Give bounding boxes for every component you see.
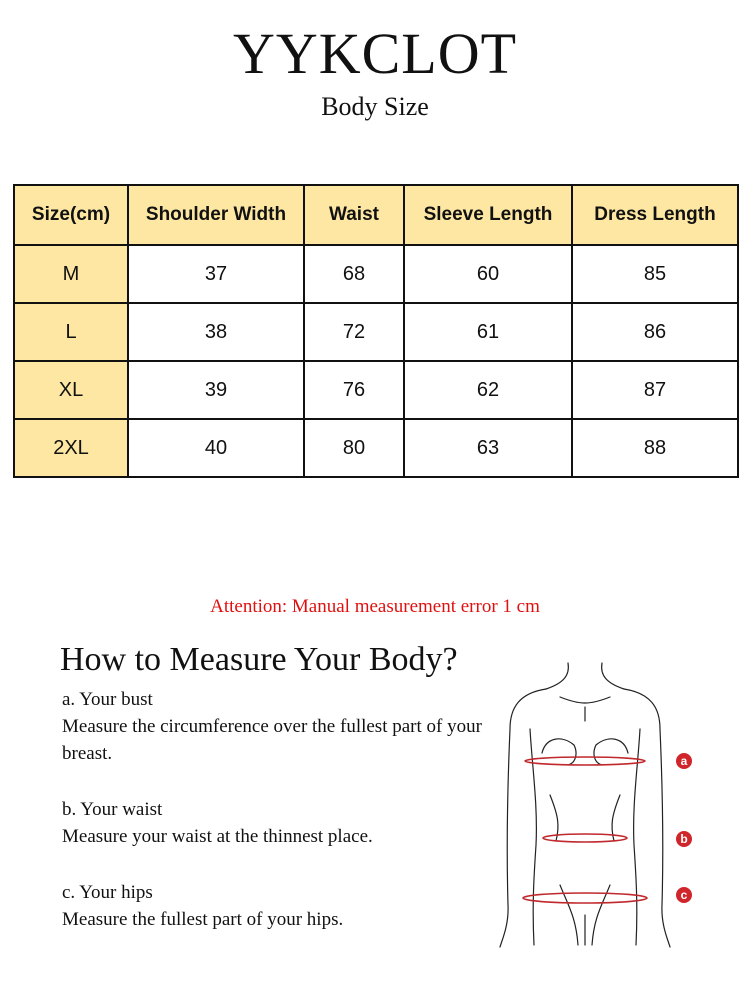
marker-c-label: c [680,888,688,902]
how-to-title: How to Measure Your Body? [60,641,458,678]
table-cell: 88 [572,419,738,477]
table-cell: 37 [128,245,304,303]
column-header-dress-length: Dress Length [572,185,738,245]
table-cell: 86 [572,303,738,361]
size-cell: L [14,303,128,361]
brand-title: YYKCLOT [232,21,518,86]
column-header-sleeve-length: Sleeve Length [404,185,572,245]
size-cell: XL [14,361,128,419]
table-row [14,361,738,419]
table-cell: 61 [404,303,572,361]
bust-heading: a. Your bust [62,689,153,710]
column-header-shoulder-width: Shoulder Width [128,185,304,245]
marker-a-label: a [680,754,688,768]
table-cell: 62 [404,361,572,419]
size-cell: M [14,245,128,303]
table-cell: 72 [304,303,404,361]
hips-line [523,893,647,903]
table-cell: 87 [572,361,738,419]
marker-c [676,887,692,903]
marker-a [676,753,692,769]
hips-instruction [62,879,482,933]
table-row [14,245,738,303]
attention-note: Attention: Manual measurement error 1 cm [210,596,540,617]
table-row [14,303,738,361]
table-cell: 40 [128,419,304,477]
waist-line [543,834,627,842]
bust-line [525,757,645,765]
hips-heading: c. Your hips [62,882,153,903]
table-cell: 38 [128,303,304,361]
body-figure [490,655,710,955]
page-subtitle: Body Size [321,92,429,121]
waist-text: Measure your waist at the thinnest place. [62,826,373,847]
table-cell: 63 [404,419,572,477]
column-header-size: Size(cm) [14,185,128,245]
table-row [14,419,738,477]
table-header-row [14,185,738,245]
size-table [13,184,739,478]
marker-b-label: b [680,832,688,846]
bust-instruction [62,686,482,767]
measure-lines [523,757,647,903]
size-cell: 2XL [14,419,128,477]
table-cell: 80 [304,419,404,477]
body-outline [500,663,670,947]
hips-text: Measure the fullest part of your hips. [62,909,344,930]
marker-b [676,831,692,847]
waist-instruction [62,796,482,850]
bust-text: Measure the circumference over the fullest part of your breast. [62,716,482,764]
table-cell: 76 [304,361,404,419]
column-header-waist: Waist [304,185,404,245]
table-cell: 60 [404,245,572,303]
table-cell: 68 [304,245,404,303]
waist-heading: b. Your waist [62,799,163,820]
table-cell: 85 [572,245,738,303]
table-cell: 39 [128,361,304,419]
